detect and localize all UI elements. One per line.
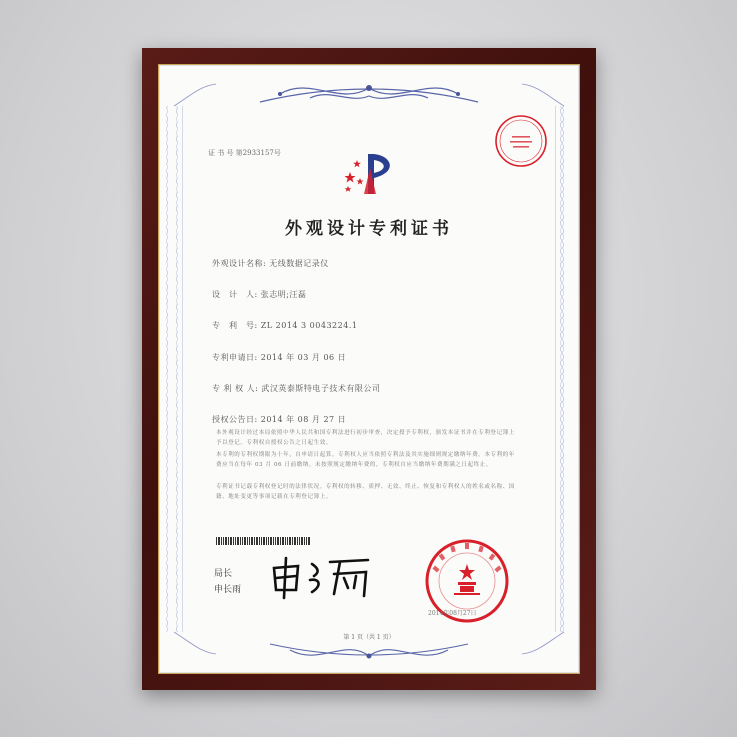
barcode [216,537,311,545]
certificate-title: 外观设计专利证书 [285,219,453,239]
body-paragraph-3: 专利证书记载专利权登记时的法律状况。专利权的转移、质押、无效、终止、恢复和专利权人的姓名或名称、国籍、地址变更等事项记载在专利登记簿上。 [216,484,515,500]
certificate-paper [159,65,579,673]
grant-date-field: 授权公告日: 2014 年 08 月 27 日 [212,415,347,424]
body-paragraph-1: 本外观设计经过本局依照中华人民共和国专利法进行初步审查，决定授予专利权，颁发本证书并在专利登记簿上予以登记。专利权自授权公告之日起生效。 [216,430,515,446]
filing-date-field: 专利申请日: 2014 年 03 月 06 日 [212,353,347,362]
patent-number-field: 专 利 号: ZL 2014 3 0043224.1 [212,321,358,330]
certificate-number: 证 书 号 第2933157号 [208,149,281,157]
director-name: 申长雨 [214,585,242,595]
page-label: 第 1 页（共 1 页） [343,634,395,641]
design-name-field: 外观设计名称: 无线数据记录仪 [212,259,329,268]
director-title: 局长 [214,569,233,579]
designer-field: 设 计 人: 张志明;汪磊 [212,290,307,299]
patentee-field: 专 利 权 人: 武汉英泰斯特电子技术有限公司 [212,384,381,393]
patent-office-logo-icon [340,152,402,196]
examination-stamp [494,114,548,168]
director-signature [268,554,378,600]
seal-date: 2014年08月27日 [428,610,477,617]
certificate-frame [142,48,596,690]
body-paragraph-2: 本专利的专利权期限为十年，自申请日起算。专利权人应当依照专利法及其实施细则规定缴纳年费。本专利的年费应当在每年 03 月 06 日前缴纳。未按照规定缴纳年费的，专利权自应当缴纳年费期满之日起终止。 [216,452,515,468]
